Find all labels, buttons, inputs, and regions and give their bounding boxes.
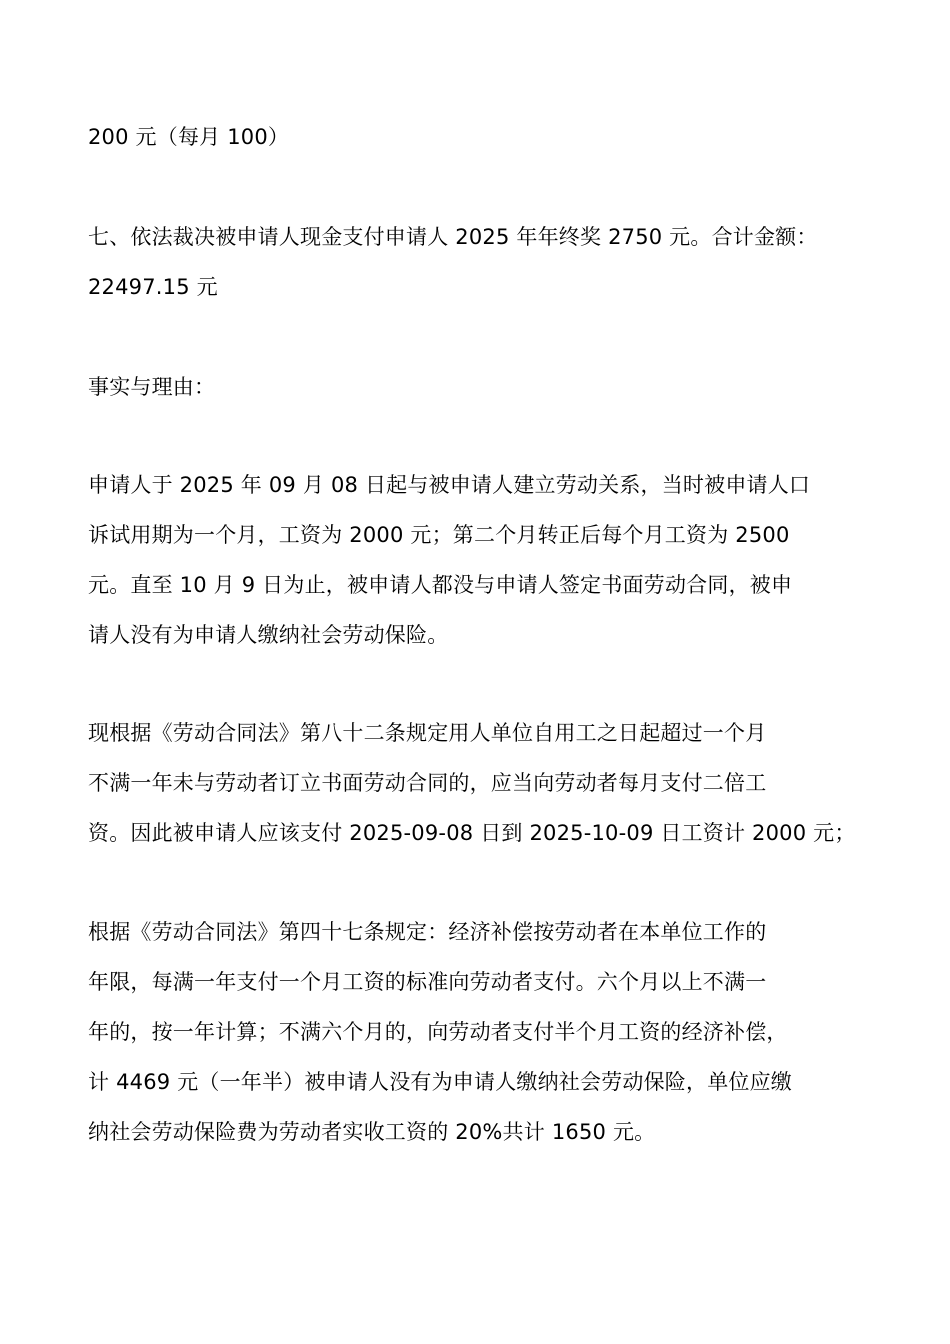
paragraph-article-82 bbox=[88, 708, 868, 858]
text-line: 22497.15 元 bbox=[88, 275, 218, 299]
text-line: 元。直至 10 月 9 日为止，被申请人都没与申请人签定书面劳动合同，被申 bbox=[88, 573, 793, 597]
text-line: 诉试用期为一个月，工资为 2000 元；第二个月转正后每个月工资为 2500 bbox=[88, 523, 790, 547]
paragraph-amount-continued bbox=[88, 112, 868, 162]
text-line: 计 4469 元（一年半）被申请人没有为申请人缴纳社会劳动保险，单位应缴 bbox=[88, 1070, 792, 1094]
text-line: 资。因此被申请人应该支付 2025-09-08 日到 2025-10-09 日工资计 2000 元； bbox=[88, 821, 856, 845]
text-line: 七、依法裁决被申请人现金支付申请人 2025 年年终奖 2750 元。合计金额： bbox=[88, 225, 818, 249]
text-line: 200 元（每月 100） bbox=[88, 125, 290, 149]
paragraph-claim-seven bbox=[88, 212, 868, 312]
text-line: 申请人于 2025 年 09 月 08 日起与被申请人建立劳动关系，当时被申请人口 bbox=[88, 473, 811, 497]
text-line: 请人没有为申请人缴纳社会劳动保险。 bbox=[88, 623, 449, 647]
text-line: 纳社会劳动保险费为劳动者实收工资的 20%共计 1650 元。 bbox=[88, 1120, 656, 1144]
facts-heading bbox=[88, 362, 868, 412]
text-line: 根据《劳动合同法》第四十七条规定：经济补偿按劳动者在本单位工作的 bbox=[88, 920, 767, 944]
paragraph-facts-employment bbox=[88, 460, 868, 660]
text-line: 不满一年未与劳动者订立书面劳动合同的，应当向劳动者每月支付二倍工 bbox=[88, 771, 767, 795]
text-line: 现根据《劳动合同法》第八十二条规定用人单位自用工之日起超过一个月 bbox=[88, 721, 767, 745]
text-line: 年的，按一年计算；不满六个月的，向劳动者支付半个月工资的经济补偿， bbox=[88, 1020, 788, 1044]
text-line: 年限，每满一年支付一个月工资的标准向劳动者支付。六个月以上不满一 bbox=[88, 970, 767, 994]
paragraph-article-47 bbox=[88, 907, 868, 1157]
text-line: 事实与理由： bbox=[88, 375, 216, 399]
